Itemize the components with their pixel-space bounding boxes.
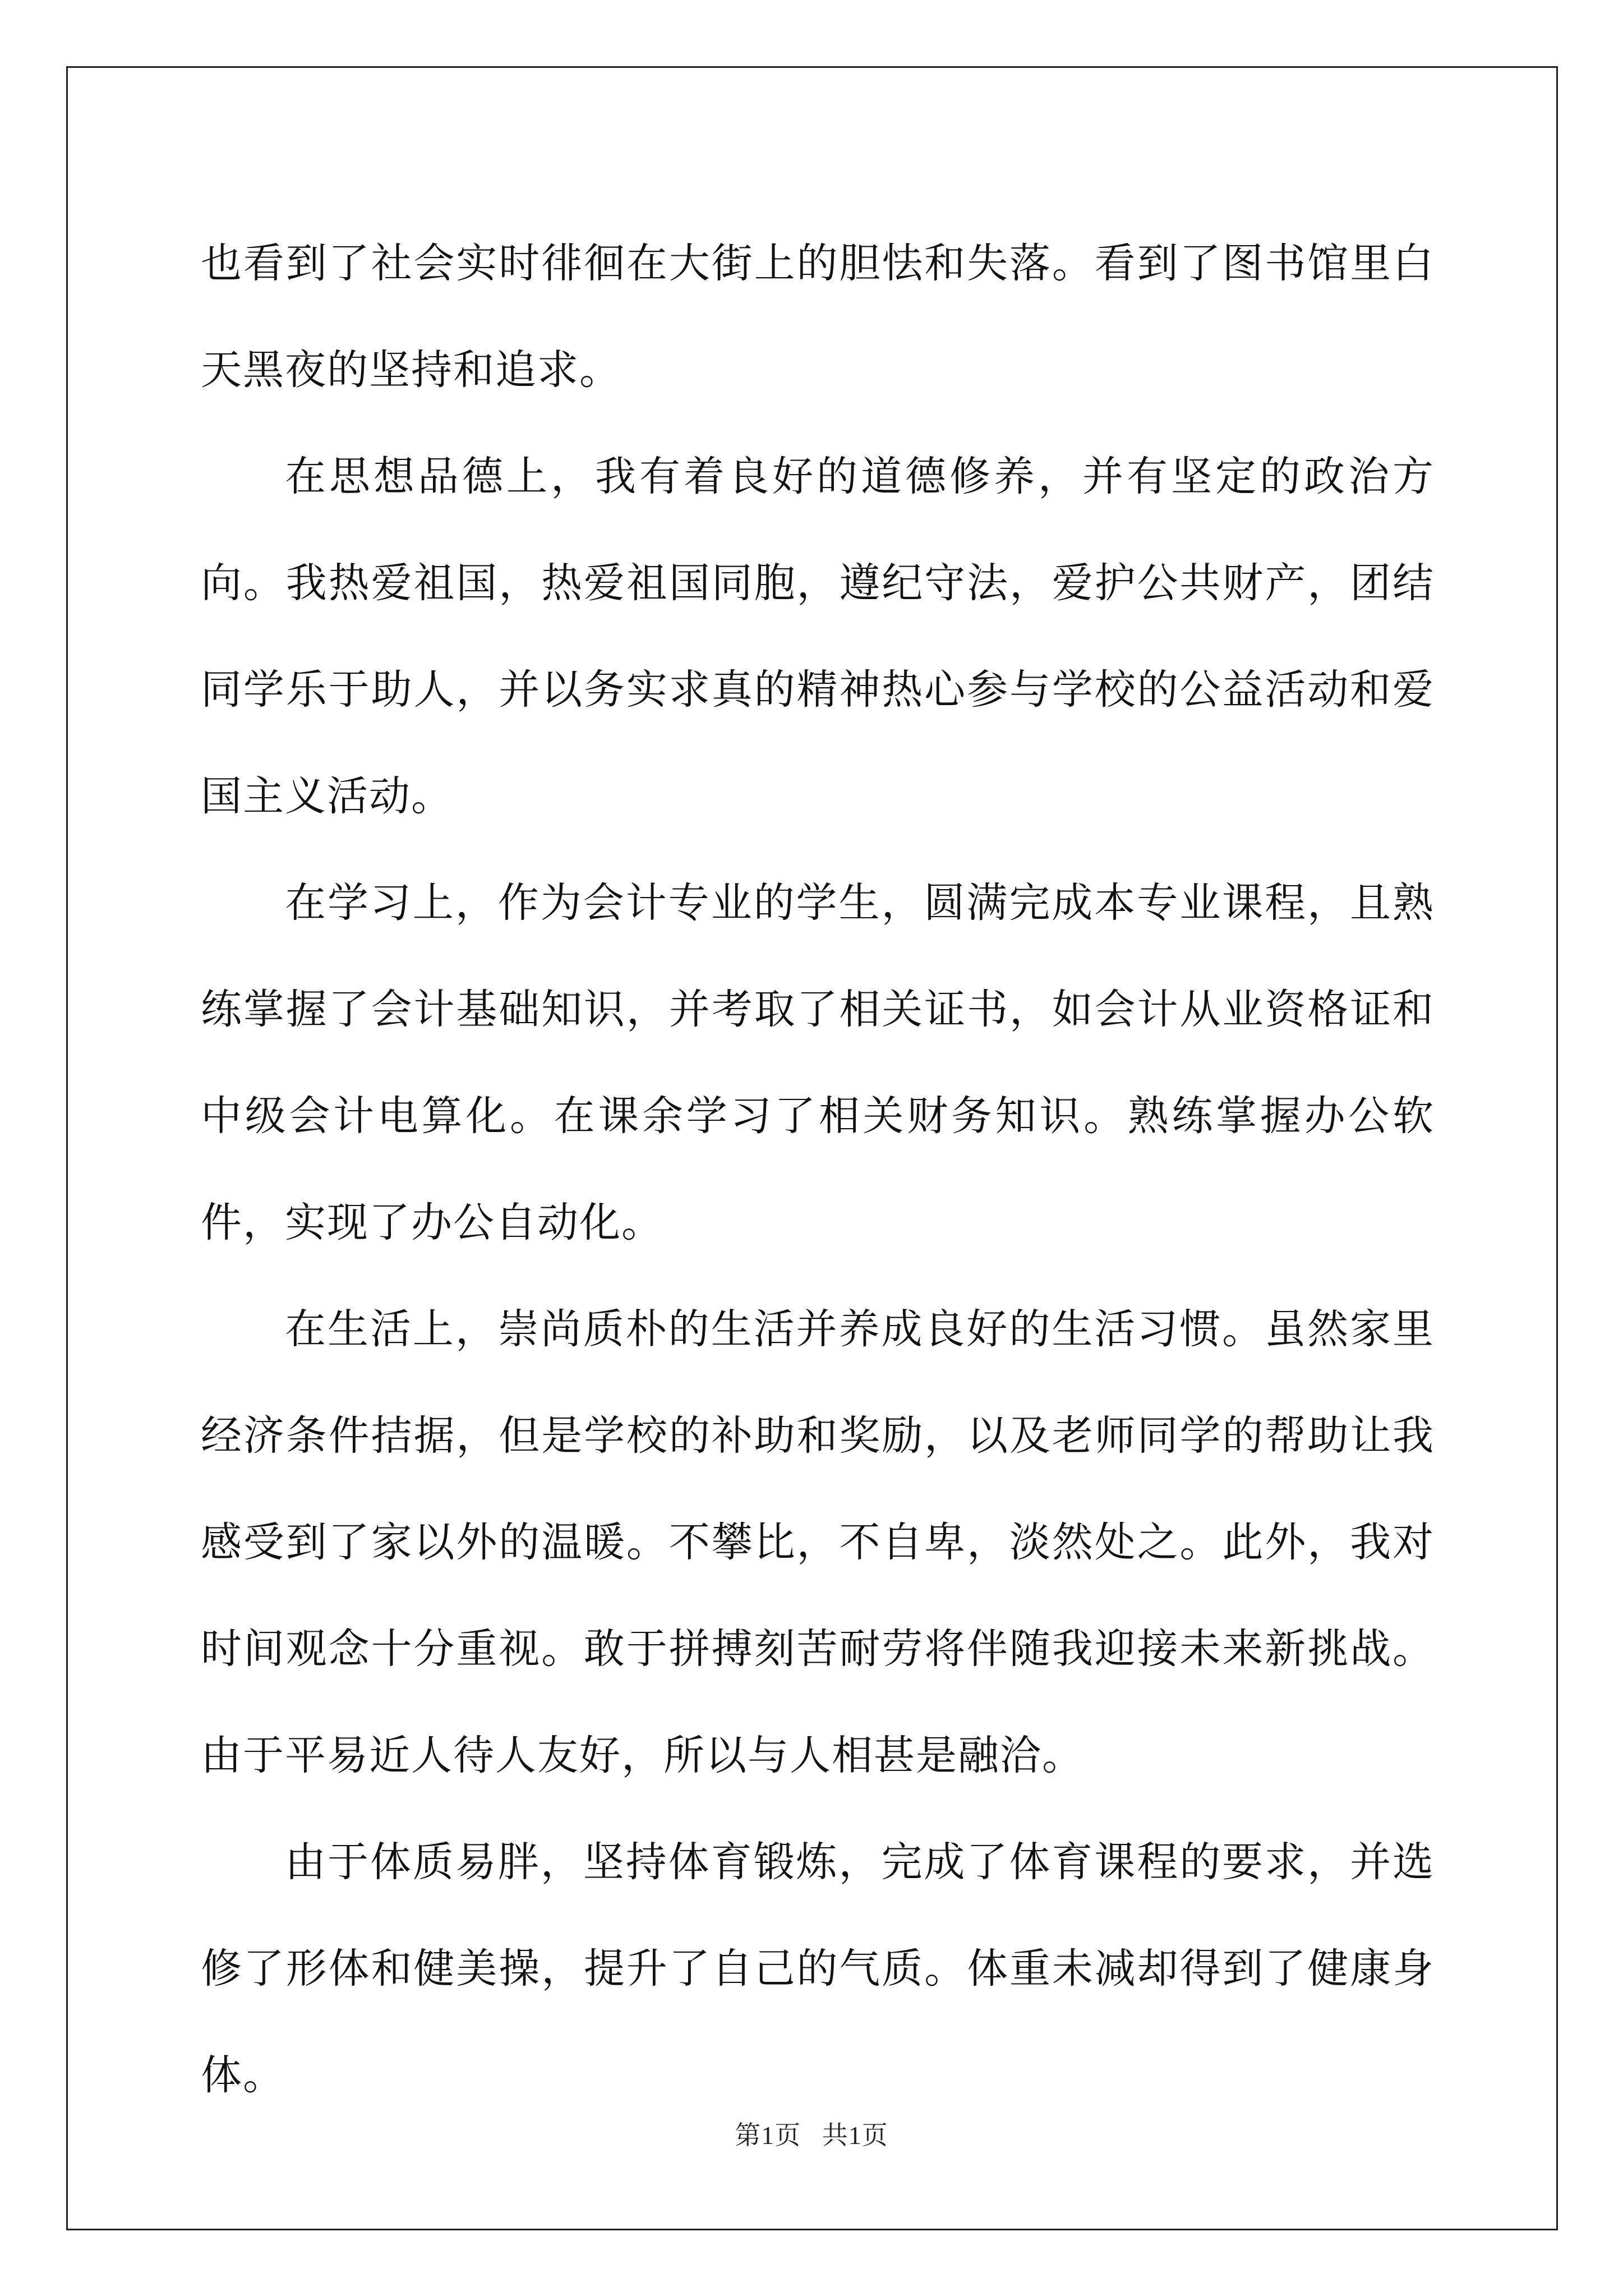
paragraph-5: 由于体质易胖，坚持体育锻炼，完成了体育课程的要求，并选修了形体和健美操，提升了自己的气质。体重未减却得到了健康身体。 [201, 1838, 1435, 2099]
paragraph-2: 在思想品德上，我有着良好的道德修养，并有坚定的政治方向。我热爱祖国，热爱祖国同胞，遵纪守法，爱护公共财产，团结同学乐于助人，并以务实求真的精神热心参与学校的公益活动和爱国主义活动。 [201, 453, 1435, 820]
page-footer [0, 2115, 1623, 2152]
paragraph-1: 也看到了社会实时徘徊在大街上的胆怯和失落。看到了图书馆里白天黑夜的坚持和追求。 [201, 240, 1435, 394]
paragraph-4: 在生活上，崇尚质朴的生活并养成良好的生活习惯。虽然家里经济条件拮据，但是学校的补助和奖励，以及老师同学的帮助让我感受到了家以外的温暖。不攀比，不自卑，淡然处之。此外，我对时间观念十分重视。敢于拼搏刻苦耐劳将伴随我迎接未来新挑战。由于平易近人待人友好，所以与人相甚是融洽。 [201, 1305, 1435, 1779]
page-total: 共1页 [822, 2121, 888, 2150]
document-body [201, 210, 1435, 2129]
page-number: 第1页 [735, 2121, 801, 2150]
paragraph-3: 在学习上，作为会计专业的学生，圆满完成本专业课程，且熟练掌握了会计基础知识，并考取了相关证书，如会计从业资格证和中级会计电算化。在课余学习了相关财务知识。熟练掌握办公软件，实现了办公自动化。 [201, 879, 1435, 1246]
